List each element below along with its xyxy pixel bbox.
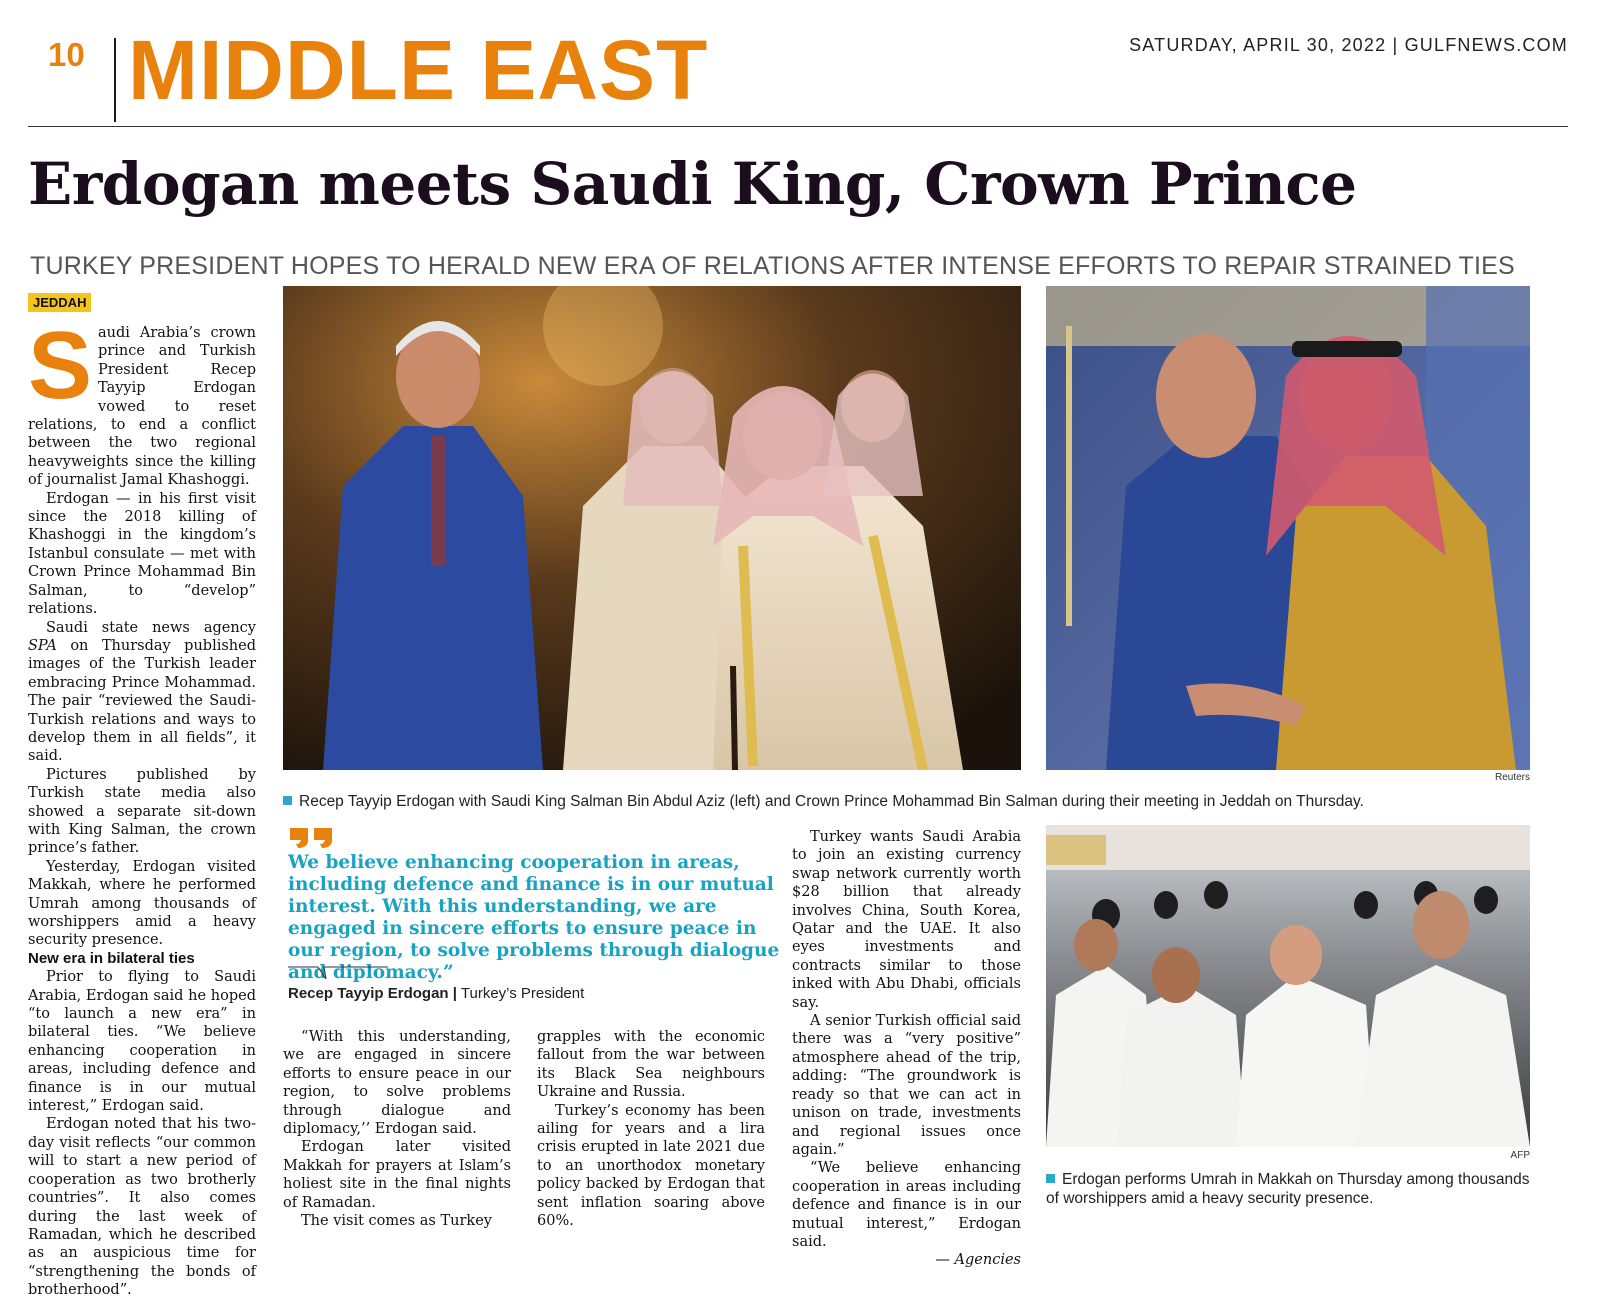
paragraph: Yesterday, Erdogan visited Makkah, where he performed Umrah among thousands of worshippers amid a heavy security presence. (28, 858, 256, 949)
pull-quote: We believe enhancing cooperation in areas, including defence and finance is in our mutual interest. With this understanding, we are engaged in sincere efforts to ensure peace in our region, to solve problems through dialogue and diplomacy.” (288, 852, 780, 983)
dateline: SATURDAY, APRIL 30, 2022 | GULFNEWS.COM (1129, 35, 1568, 55)
article-column-1 (28, 312, 256, 1300)
caption-text: Erdogan performs Umrah in Makkah on Thursday among thousands of worshippers amid a heavy security presence. (1046, 1171, 1530, 1207)
paragraph: The visit comes as Turkey (301, 1213, 492, 1230)
caption-text: Recep Tayyip Erdogan with Saudi King Salman Bin Abdul Aziz (left) and Crown Prince Mohammad Bin Salman during their meeting in Jeddah on Thursday. (299, 793, 1364, 810)
photo-credit-reuters: Reuters (1494, 772, 1530, 783)
quote-speaker-role: Turkey’s President (460, 985, 585, 1002)
photo-credit-afp: AFP (1510, 1150, 1530, 1161)
subheadline: TURKEY PRESIDENT HOPES TO HERALD NEW ERA OF RELATIONS AFTER INTENSE EFFORTS TO REPAIR STRAINED TIES (30, 252, 1515, 280)
location-tag: JEDDAH (28, 293, 91, 312)
speech-pointer-icon (288, 966, 388, 986)
masthead-rule (28, 126, 1568, 127)
photo-erdogan-king-salman-image (283, 286, 1021, 770)
agency-name: SPA (28, 637, 57, 654)
paragraph: Erdogan — in his first visit since the 2018 killing of Khashoggi in the kingdom’s Istanbul consulate — met with Crown Prince Mohammad Bin Salman, to “develop” relations. (28, 490, 256, 618)
section-title: MIDDLE EAST (128, 23, 709, 117)
photo-erdogan-crown-prince (1046, 286, 1530, 770)
quote-speaker: Recep Tayyip Erdogan (288, 985, 449, 1002)
pull-quote-attribution (288, 985, 584, 1002)
headline: Erdogan meets Saudi King, Crown Prince (28, 150, 1357, 218)
paragraph: Turkey wants Saudi Arabia to join an existing currency swap network currently worth $28 billion that already involves China, South Korea, Qatar and the UAE. It also eyes investments and contracts similar to those inked with Abu Dhabi, officials say. (792, 829, 1021, 1011)
paragraph: “With this understanding, we are engaged in sincere efforts to ensure peace in our region, to solve problems through dialogue and diplomacy,’’ Erdogan said. (283, 1029, 511, 1138)
paragraph: Pictures published by Turkish state media also showed a separate sit-down with King Salman, the crown prince’s father. (28, 766, 256, 857)
paragraph: grapples with the economic fallout from the war between its Black Sea neighbours Ukraine and Russia. (537, 1029, 765, 1101)
masthead-divider (114, 38, 116, 122)
photo-erdogan-king-salman (283, 286, 1021, 770)
paragraph: audi Arabia’s crown prince and Turkish President Recep Tayyip Erdogan vowed to reset relations, to end a conflict between the two regional heavyweights since the killing of journalist Jamal Khashoggi. (28, 325, 256, 489)
agencies-credit: — Agencies (935, 1252, 1021, 1269)
caption-marker-icon (283, 796, 292, 805)
photo-umrah-makkah (1046, 825, 1530, 1147)
paragraph: Turkey’s economy has been ailing for years and a lira crisis erupted in late 2021 due to an unorthodox monetary policy backed by Erdogan that sent inflation soaring above 60%. (537, 1102, 765, 1230)
caption-marker-icon (1046, 1174, 1055, 1183)
page-number: 10 (48, 36, 85, 73)
photo-erdogan-crown-prince-image (1046, 286, 1530, 770)
photo-caption-bottom (1046, 1170, 1536, 1208)
photo-umrah-makkah-image (1046, 825, 1530, 1147)
article-column-4 (792, 828, 1021, 1270)
paragraph: A senior Turkish official said there was a “very positive” atmosphere ahead of the trip, adding: “The groundwork is ready so that we can act in unison on trade, investments and regional issues once again.” (792, 1013, 1021, 1158)
paragraph: Prior to flying to Saudi Arabia, Erdogan said he hoped “to launch a new era” in bilateral ties. “We believe enhancing cooperation in areas, including defence and finance is in our mutual interest,” Erdogan said. (28, 969, 256, 1115)
photo-caption-top (283, 792, 1530, 811)
paragraph: “We believe enhancing cooperation in areas including defence and finance is in our mutual interest,” Erdogan said. (792, 1160, 1021, 1250)
article-column-3 (537, 1028, 765, 1230)
quote-mark-icon (288, 826, 336, 854)
paragraph: Erdogan noted that his two-day visit reflects “our common will to start a new period of cooperation as two brotherly countries”. It also comes during the last week of Ramadan, which he described as an auspicious time for “strengthening the bonds of brotherhood”. (28, 1116, 256, 1299)
article-column-2 (283, 1028, 511, 1230)
drop-cap: S (28, 312, 93, 419)
paragraph: Erdogan later visited Makkah for prayers at Islam’s holiest site in the final nights of Ramadan. (283, 1139, 511, 1211)
paragraph: Saudi state news agency SPA on Thursday published images of the Turkish leader embracing Prince Mohammad. The pair “reviewed the Saudi-Turkish relations and ways to develop them in all fields”, it said. (28, 619, 256, 765)
attribution-separator: | (452, 985, 457, 1002)
section-subheading: New era in bilateral ties (28, 949, 195, 967)
